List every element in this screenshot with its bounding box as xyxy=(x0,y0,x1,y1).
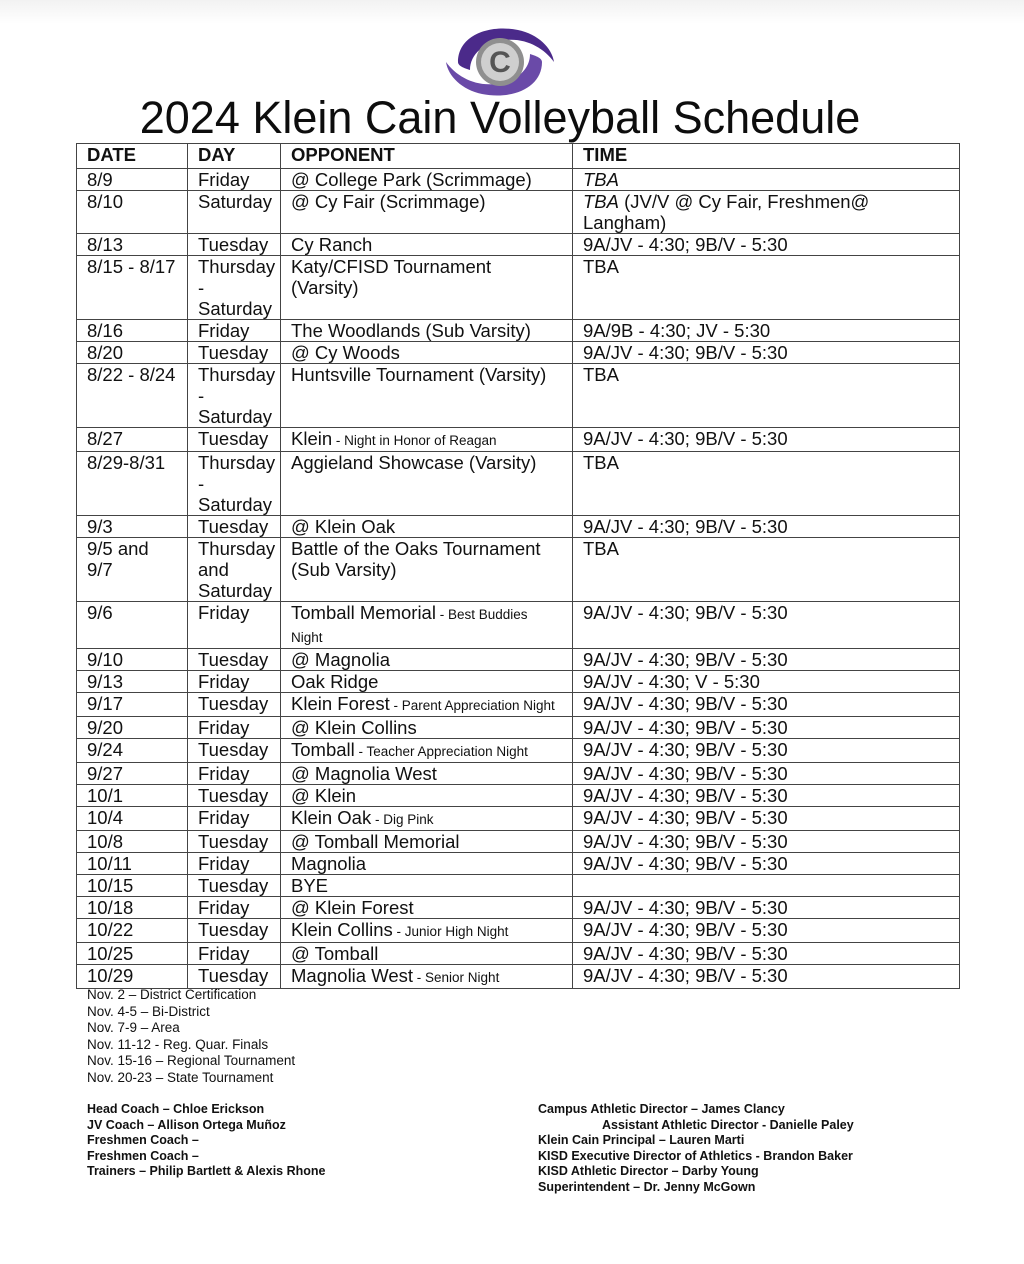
opponent-name: @ Cy Fair (Scrimmage) xyxy=(291,191,486,212)
header-day: DAY xyxy=(188,144,281,169)
cell-time xyxy=(573,364,960,428)
cell-day: Friday xyxy=(188,717,281,739)
header-opponent: OPPONENT xyxy=(281,144,573,169)
logo-letter: C xyxy=(489,46,511,79)
cell-time xyxy=(573,897,960,919)
cell-day: Tuesday xyxy=(188,739,281,763)
time-value: 9A/JV - 4:30; 9B/V - 5:30 xyxy=(583,965,788,986)
cell-day: Friday xyxy=(188,943,281,965)
time-value: 9A/JV - 4:30; 9B/V - 5:30 xyxy=(583,516,788,537)
staff-item: Campus Athletic Director – James Clancy xyxy=(538,1102,785,1116)
cell-date: 8/29-8/31 xyxy=(77,452,188,516)
cell-date: 9/6 xyxy=(77,602,188,649)
cell-opponent xyxy=(281,256,573,320)
cell-date: 9/24 xyxy=(77,739,188,763)
cell-time xyxy=(573,853,960,875)
cell-time xyxy=(573,739,960,763)
cell-time xyxy=(573,671,960,693)
opponent-name: Klein xyxy=(291,428,333,449)
cell-time xyxy=(573,763,960,785)
klein-cain-logo xyxy=(440,22,560,102)
cell-opponent xyxy=(281,602,573,649)
cell-day: Tuesday xyxy=(188,785,281,807)
cell-time xyxy=(573,516,960,538)
time-value: 9A/JV - 4:30; 9B/V - 5:30 xyxy=(583,919,788,940)
cell-date: 8/15 - 8/17 xyxy=(77,256,188,320)
opponent-name: Klein Forest xyxy=(291,693,390,714)
cell-opponent xyxy=(281,717,573,739)
table-row xyxy=(77,452,960,516)
opponent-name: Katy/CFISD Tournament (Varsity) xyxy=(291,256,492,298)
cell-date: 8/27 xyxy=(77,428,188,452)
staff-item: Head Coach – Chloe Erickson xyxy=(87,1102,265,1116)
cell-day: Thursday and Saturday xyxy=(188,538,281,602)
cell-date: 10/15 xyxy=(77,875,188,897)
cell-time xyxy=(573,234,960,256)
opponent-name: Klein Collins xyxy=(291,919,393,940)
cell-opponent xyxy=(281,342,573,364)
cell-time xyxy=(573,169,960,191)
time-value: 9A/JV - 4:30; V - 5:30 xyxy=(583,671,760,692)
opponent-name: Tomball xyxy=(291,739,355,760)
cell-opponent xyxy=(281,428,573,452)
cell-date: 9/20 xyxy=(77,717,188,739)
opponent-name: @ Cy Woods xyxy=(291,342,400,363)
cell-opponent xyxy=(281,853,573,875)
opponent-name: @ Magnolia West xyxy=(291,763,437,784)
cell-day: Tuesday xyxy=(188,428,281,452)
table-row xyxy=(77,717,960,739)
table-row xyxy=(77,693,960,717)
cell-time xyxy=(573,342,960,364)
table-row xyxy=(77,364,960,428)
table-row xyxy=(77,739,960,763)
cell-time xyxy=(573,602,960,649)
opponent-note: - Senior Night xyxy=(413,970,500,985)
schedule-body xyxy=(77,169,960,989)
cell-opponent xyxy=(281,831,573,853)
staff-item: Superintendent – Dr. Jenny McGown xyxy=(538,1179,756,1194)
table-row xyxy=(77,807,960,831)
opponent-name: @ Tomball xyxy=(291,943,379,964)
opponent-name: BYE xyxy=(291,875,329,896)
cell-date: 8/20 xyxy=(77,342,188,364)
cell-date: 10/22 xyxy=(77,919,188,943)
cell-time xyxy=(573,538,960,602)
opponent-name: @ Klein Collins xyxy=(291,717,417,738)
cell-opponent xyxy=(281,875,573,897)
table-row xyxy=(77,602,960,649)
table-row xyxy=(77,428,960,452)
cell-day: Saturday xyxy=(188,191,281,234)
cell-date: 8/10 xyxy=(77,191,188,234)
top-shade xyxy=(0,0,1024,24)
opponent-note: - Parent Appreciation Night xyxy=(389,698,555,713)
table-row xyxy=(77,342,960,364)
cell-time xyxy=(573,943,960,965)
postseason-item: Nov. 20-23 – State Tournament xyxy=(87,1069,274,1085)
staff-item: Trainers – Philip Bartlett & Alexis Rhone xyxy=(87,1164,326,1178)
cell-opponent xyxy=(281,965,573,989)
cell-day: Tuesday xyxy=(188,831,281,853)
opponent-note: - Junior High Night xyxy=(392,924,509,939)
cell-day: Tuesday xyxy=(188,965,281,989)
cell-day: Tuesday xyxy=(188,342,281,364)
opponent-note: - Night in Honor of Reagan xyxy=(332,433,497,448)
cell-day: Tuesday xyxy=(188,875,281,897)
opponent-name: The Woodlands (Sub Varsity) xyxy=(291,320,531,341)
opponent-name: @ College Park (Scrimmage) xyxy=(291,169,532,190)
cell-time xyxy=(573,649,960,671)
table-header-row xyxy=(77,144,960,169)
cell-day: Friday xyxy=(188,169,281,191)
time-extra: (JV/V @ Cy Fair, Freshmen@ Langham) xyxy=(583,191,870,233)
cell-time xyxy=(573,693,960,717)
table-row xyxy=(77,516,960,538)
cell-opponent xyxy=(281,191,573,234)
table-row xyxy=(77,919,960,943)
staff-item: Freshmen Coach – xyxy=(87,1133,199,1147)
cell-time xyxy=(573,320,960,342)
cell-day: Thursday - Saturday xyxy=(188,452,281,516)
cell-opponent xyxy=(281,169,573,191)
table-row xyxy=(77,234,960,256)
cell-day: Friday xyxy=(188,807,281,831)
header-date: DATE xyxy=(77,144,188,169)
cell-date: 10/4 xyxy=(77,807,188,831)
table-row xyxy=(77,875,960,897)
cell-opponent xyxy=(281,897,573,919)
opponent-name: Battle of the Oaks Tournament (Sub Varsity) xyxy=(291,538,541,580)
table-row xyxy=(77,965,960,989)
cell-opponent xyxy=(281,763,573,785)
time-value: 9A/JV - 4:30; 9B/V - 5:30 xyxy=(583,853,788,874)
time-value: 9A/JV - 4:30; 9B/V - 5:30 xyxy=(583,428,788,449)
table-row xyxy=(77,831,960,853)
cell-opponent xyxy=(281,693,573,717)
opponent-name: @ Tomball Memorial xyxy=(291,831,460,852)
time-value: 9A/JV - 4:30; 9B/V - 5:30 xyxy=(583,693,788,714)
opponent-name: @ Klein Forest xyxy=(291,897,414,918)
time-value: 9A/JV - 4:30; 9B/V - 5:30 xyxy=(583,342,788,363)
cell-date: 8/16 xyxy=(77,320,188,342)
time-value: 9A/JV - 4:30; 9B/V - 5:30 xyxy=(583,602,788,623)
cell-time xyxy=(573,965,960,989)
opponent-name: Tomball Memorial xyxy=(291,602,436,623)
postseason-item: Nov. 4-5 – Bi-District xyxy=(87,1003,210,1019)
cell-date: 9/10 xyxy=(77,649,188,671)
cell-date: 10/11 xyxy=(77,853,188,875)
cell-opponent xyxy=(281,516,573,538)
table-row xyxy=(77,763,960,785)
postseason-item: Nov. 11-12 - Reg. Quar. Finals xyxy=(87,1036,269,1052)
opponent-name: @ Klein xyxy=(291,785,357,806)
cell-opponent xyxy=(281,320,573,342)
table-row xyxy=(77,169,960,191)
postseason-list xyxy=(87,987,295,1086)
time-value: 9A/JV - 4:30; 9B/V - 5:30 xyxy=(583,234,788,255)
cell-date: 9/3 xyxy=(77,516,188,538)
staff-item: JV Coach – Allison Ortega Muñoz xyxy=(87,1117,286,1132)
staff-item: KISD Athletic Director – Darby Young xyxy=(538,1164,759,1178)
header-time: TIME xyxy=(573,144,960,169)
cell-opponent xyxy=(281,671,573,693)
cell-opponent xyxy=(281,364,573,428)
cell-opponent xyxy=(281,807,573,831)
time-value: TBA xyxy=(583,452,619,473)
cell-day: Friday xyxy=(188,671,281,693)
table-row xyxy=(77,785,960,807)
cell-day: Friday xyxy=(188,853,281,875)
cell-date: 10/1 xyxy=(77,785,188,807)
time-value: 9A/JV - 4:30; 9B/V - 5:30 xyxy=(583,785,788,806)
table-row xyxy=(77,649,960,671)
staff-item: KISD Executive Director of Athletics - Brandon Baker xyxy=(538,1148,853,1163)
time-value: TBA xyxy=(583,169,619,190)
time-value: TBA xyxy=(583,538,619,559)
cell-date: 10/18 xyxy=(77,897,188,919)
cell-day: Tuesday xyxy=(188,919,281,943)
table-row xyxy=(77,320,960,342)
schedule-table xyxy=(76,143,960,989)
table-row xyxy=(77,897,960,919)
page-title: 2024 Klein Cain Volleyball Schedule xyxy=(139,92,861,143)
opponent-name: Cy Ranch xyxy=(291,234,373,255)
time-value: 9A/JV - 4:30; 9B/V - 5:30 xyxy=(583,739,788,760)
postseason-item: Nov. 15-16 – Regional Tournament xyxy=(87,1053,296,1068)
time-value: 9A/JV - 4:30; 9B/V - 5:30 xyxy=(583,943,788,964)
opponent-name: Klein Oak xyxy=(291,807,372,828)
opponent-name: @ Magnolia xyxy=(291,649,390,670)
time-value: 9A/JV - 4:30; 9B/V - 5:30 xyxy=(583,649,788,670)
postseason-item: Nov. 7-9 – Area xyxy=(87,1020,180,1035)
time-value: TBA xyxy=(583,256,619,277)
opponent-name: Aggieland Showcase (Varsity) xyxy=(291,452,537,473)
opponent-name: @ Klein Oak xyxy=(291,516,396,537)
time-value: 9A/JV - 4:30; 9B/V - 5:30 xyxy=(583,807,788,828)
opponent-name: Oak Ridge xyxy=(291,671,379,692)
opponent-note: - Teacher Appreciation Night xyxy=(354,744,528,759)
cell-time xyxy=(573,807,960,831)
cell-opponent xyxy=(281,943,573,965)
cell-time xyxy=(573,785,960,807)
staff-item: Assistant Athletic Director - Danielle Paley xyxy=(602,1117,854,1132)
cell-day: Tuesday xyxy=(188,649,281,671)
cell-day: Tuesday xyxy=(188,516,281,538)
table-row xyxy=(77,853,960,875)
cell-date: 10/8 xyxy=(77,831,188,853)
cell-day: Tuesday xyxy=(188,693,281,717)
postseason-item: Nov. 2 – District Certification xyxy=(87,987,257,1002)
cell-opponent xyxy=(281,649,573,671)
time-value: TBA xyxy=(583,191,619,212)
cell-date: 9/27 xyxy=(77,763,188,785)
opponent-name: Magnolia xyxy=(291,853,367,874)
table-row xyxy=(77,943,960,965)
table-row xyxy=(77,191,960,234)
time-value: 9A/9B - 4:30; JV - 5:30 xyxy=(583,320,771,341)
cell-date: 10/25 xyxy=(77,943,188,965)
cell-time xyxy=(573,717,960,739)
cell-day: Thursday - Saturday xyxy=(188,256,281,320)
cell-opponent xyxy=(281,785,573,807)
cell-date: 10/29 xyxy=(77,965,188,989)
cell-time xyxy=(573,875,960,897)
cell-date: 8/13 xyxy=(77,234,188,256)
cell-day: Friday xyxy=(188,602,281,649)
cell-time xyxy=(573,919,960,943)
cell-day: Thursday - Saturday xyxy=(188,364,281,428)
opponent-note: - Dig Pink xyxy=(371,812,434,827)
staff-list-left xyxy=(87,1102,326,1180)
opponent-name: Huntsville Tournament (Varsity) xyxy=(291,364,547,385)
cell-day: Friday xyxy=(188,897,281,919)
staff-item: Freshmen Coach – xyxy=(87,1148,199,1163)
cell-day: Friday xyxy=(188,320,281,342)
opponent-name: Magnolia West xyxy=(291,965,414,986)
cell-date: 9/17 xyxy=(77,693,188,717)
time-value: 9A/JV - 4:30; 9B/V - 5:30 xyxy=(583,831,788,852)
time-value: TBA xyxy=(583,364,619,385)
staff-item: Klein Cain Principal – Lauren Marti xyxy=(538,1133,745,1147)
staff-list-right xyxy=(538,1102,854,1195)
cell-time xyxy=(573,256,960,320)
cell-time xyxy=(573,191,960,234)
cell-date: 8/22 - 8/24 xyxy=(77,364,188,428)
table-row xyxy=(77,671,960,693)
table-row xyxy=(77,538,960,602)
cell-date: 9/13 xyxy=(77,671,188,693)
cell-day: Friday xyxy=(188,763,281,785)
cell-date: 8/9 xyxy=(77,169,188,191)
cell-time xyxy=(573,428,960,452)
time-value: 9A/JV - 4:30; 9B/V - 5:30 xyxy=(583,897,788,918)
time-value: 9A/JV - 4:30; 9B/V - 5:30 xyxy=(583,763,788,784)
cell-day: Tuesday xyxy=(188,234,281,256)
opponent-note: - Best Buddies Night xyxy=(291,607,528,645)
table-row xyxy=(77,256,960,320)
cell-time xyxy=(573,831,960,853)
cell-opponent xyxy=(281,234,573,256)
cell-opponent xyxy=(281,919,573,943)
cell-opponent xyxy=(281,538,573,602)
time-value: 9A/JV - 4:30; 9B/V - 5:30 xyxy=(583,717,788,738)
cell-time xyxy=(573,452,960,516)
cell-opponent xyxy=(281,739,573,763)
cell-opponent xyxy=(281,452,573,516)
cell-date: 9/5 and 9/7 xyxy=(77,538,188,602)
